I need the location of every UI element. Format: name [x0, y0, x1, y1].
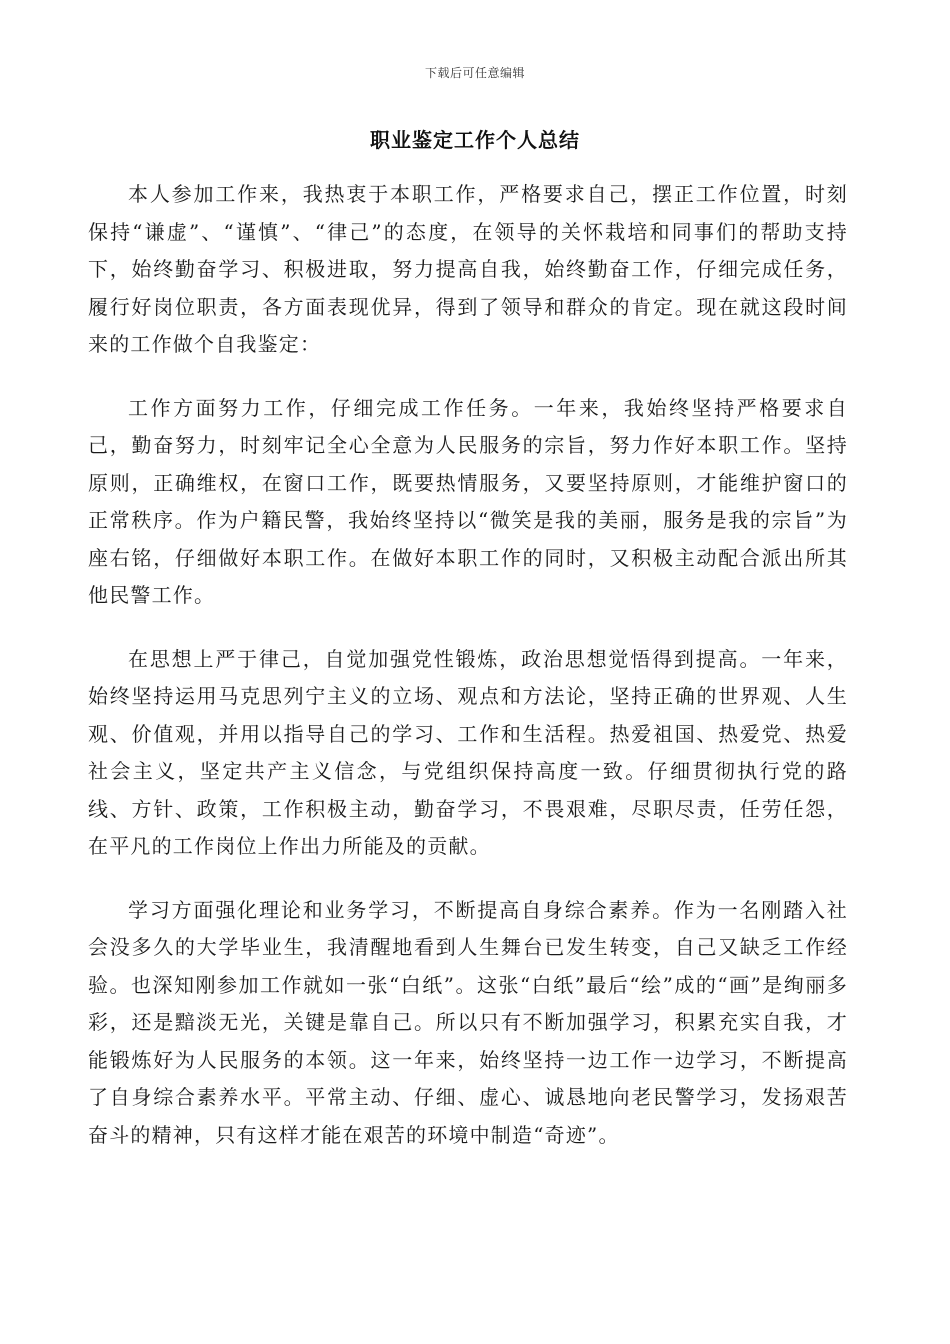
header-note: 下载后可任意编辑	[424, 66, 525, 80]
paragraph-study: 学习方面强化理论和业务学习，不断提高自身综合素养。作为一名刚踏入社会没多久的大学毕业生，我清醒地看到人生舞台已发生转变，自己又缺乏工作经验。也深知刚参加工作就如一张“白纸”。这张“白纸”最后“绘”成的“画”是绚丽多彩，还是黯淡无光，关键是靠自己。所以只有不断加强学习，积累充实自我，才能锻炼好为人民服务的本领。这一年来，始终坚持一边工作一边学习，不断提高了自身综合素养水平。平常主动、仔细、虚心、诚恳地向老民警学习，发扬艰苦奋斗的精神，只有这样才能在艰苦的环境中制造“奇迹”。	[88, 897, 848, 1147]
document-body	[88, 176, 848, 1180]
paragraph-intro: 本人参加工作来，我热衷于本职工作，严格要求自己，摆正工作位置，时刻保持“谦虚”、“谨慎”、“律己”的态度，在领导的关怀栽培和同事们的帮助支持下，始终勤奋学习、积极进取，努力提高自我，始终勤奋工作，仔细完成任务，履行好岗位职责，各方面表现优异，得到了领导和群众的肯定。现在就这段时间来的工作做个自我鉴定：	[88, 182, 848, 356]
paragraph-ideology: 在思想上严于律己，自觉加强党性锻炼，政治思想觉悟得到提高。一年来，始终坚持运用马克思列宁主义的立场、观点和方法论，坚持正确的世界观、人生观、价值观，并用以指导自己的学习、工作和生活程。热爱祖国、热爱党、热爱社会主义，坚定共产主义信念，与党组织保持高度一致。仔细贯彻执行党的路线、方针、政策，工作积极主动，勤奋学习，不畏艰难，尽职尽责，任劳任怨，在平凡的工作岗位上作出力所能及的贡献。	[88, 646, 848, 858]
document-title: 职业鉴定工作个人总结	[370, 128, 580, 152]
paragraph-work: 工作方面努力工作，仔细完成工作任务。一年来，我始终坚持严格要求自己，勤奋努力，时刻牢记全心全意为人民服务的宗旨，努力作好本职工作。坚持原则，正确维权，在窗口工作，既要热情服务，又要坚持原则，才能维护窗口的正常秩序。作为户籍民警，我始终坚持以“微笑是我的美丽，服务是我的宗旨”为座右铭，仔细做好本职工作。在做好本职工作的同时，又积极主动配合派出所其他民警工作。	[88, 395, 848, 607]
